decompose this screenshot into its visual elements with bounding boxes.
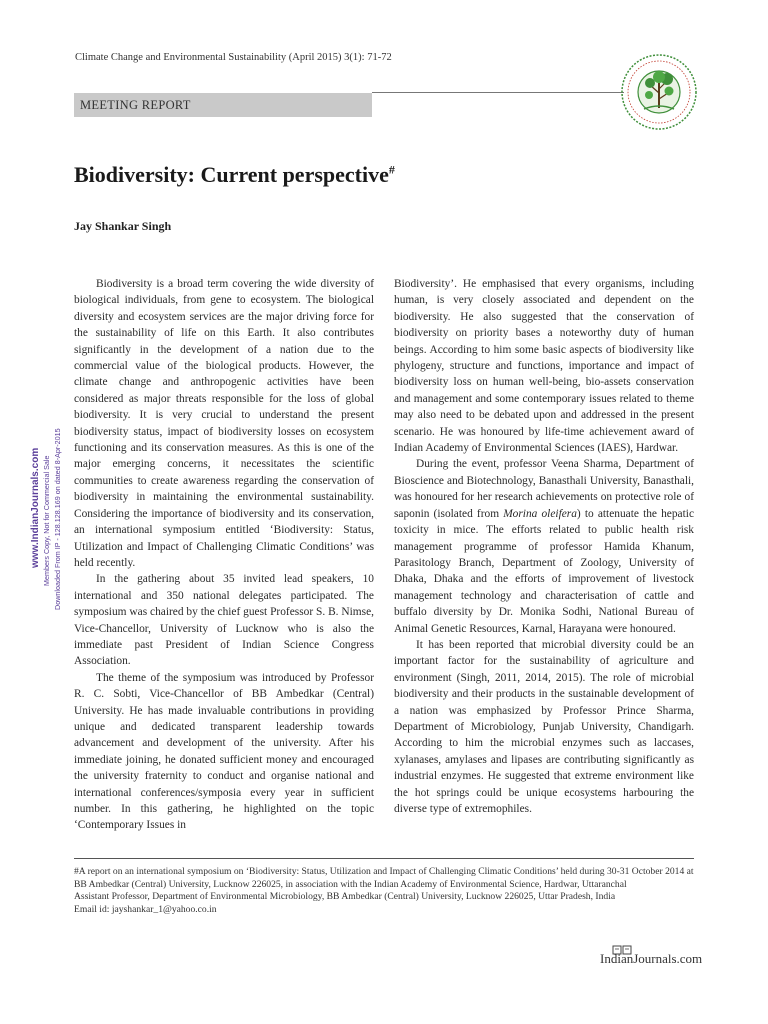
body-paragraph: Biodiversity is a broad term covering the wide diversity of biological individuals, from gene to ecosystem. The biological diversity and ecosystem services are the major driving force for the sustainability of life on this Earth. It also contributes significantly in the development of a nation due to the commercial value of the biological products. However, the climate change and anthropogenic activities have been considered as major threats responsible for the loss of global biodiversity. It is very crucial to understand the present biodiversity status, impact of biodiversity losses on ecosystem functioning and its conservation measures. As this is one of the major emerging concerns, it necessitates the scientific communities to create awareness regarding the conservation of biodiversity in maintaining the environmental sustainability. Considering the importance of biodiversity and its conservation, an international symposium entitled ‘Biodiversity: Status, Utilization and Impact of Challenging Climatic Conditions’ was held recently.	[74, 278, 374, 569]
header-rule	[372, 92, 624, 93]
article-title: Biodiversity: Current perspective#	[74, 162, 395, 187]
species-name: Morina oleifera	[503, 507, 577, 520]
left-column	[74, 276, 374, 834]
footnote-rule	[74, 858, 694, 859]
author-affiliation: Assistant Professor, Department of Environmental Microbiology, BB Ambedkar (Central) University, Lucknow 226025, Uttar Pradesh, India	[74, 891, 616, 903]
publisher-brand: IndianJournals.com	[600, 951, 703, 966]
section-bar	[74, 93, 372, 117]
stamp-download-line: Downloaded From IP - 128.128.169 on dated 8-Apr-2015	[53, 428, 62, 610]
body-paragraph: During the event, professor Veena Sharma, Department of Bioscience and Biotechnology, Banasthali University, Banasthali, was honoured for her research achievements on protective role of saponin (isolated from Morina oleifera) to attenuate the hepatic toxicity in mice. The efforts related to public health risk management programme of professor Hamida Khanum, Parasitology Branch, Department of Zoology, University of Dhaka, Dhaka and the efforts of improvement of livestock management technology and characterisation of cattle and buffalo diversity by Dr. Monika Sodhi, National Bureau of Animal Genetic Resources, Karnal, Harayana were honoured.	[394, 458, 694, 635]
journal-logo	[620, 53, 698, 131]
right-column	[394, 276, 694, 817]
stamp-members-line: Members Copy, Not for Commercial Sale	[42, 455, 51, 586]
body-paragraph: In the gathering about 35 invited lead speakers, 10 international and 350 national delegates participated. The symposium was chaired by the chief guest Professor S. B. Nimse, Vice-Chancellor, University of Lucknow who is also the immediate past President of Indian Science Congress Association.	[74, 573, 374, 668]
title-footnote-mark: #	[388, 162, 395, 177]
body-paragraph: The theme of the symposium was introduced by Professor R. C. Sobti, Vice-Chancellor of BB Ambedkar (Central) University. He has made invaluable contributions in providing unique and dedicated transparent leadership towards advancement and development of the university. After his immediate joining, he donated sufficient money and encouraged the university fraternity to conduct and organise national and international conferences/symposia every year in sufficient number. In this gathering, he highlighted on the topic ‘Contemporary Issues in	[74, 671, 374, 832]
download-stamp	[30, 390, 78, 610]
body-paragraph: Biodiversity’. He emphasised that every organisms, including human, is very closely associated and dependent on the biodiversity. He also suggested that the conservation of biodiversity on priority bases a noteworthy duty of human beings. According to him some basic aspects of biodiversity like phylogeny, structure and functions, importance and impact of biodiversity loss on human well-being, bio-assets conservation and management and some contemporary issues related to theme may also need to be debated upon and addressed in the present scenario. He was honoured by life-time achievement award of Indian Academy of Environmental Sciences (IAES), Hardwar.	[394, 278, 694, 455]
symposium-footnote: #A report on an international symposium on ‘Biodiversity: Status, Utilization and Impact of Challenging Climatic Conditions’ held during 30-31 October 2014 at BB Ambedkar (Central) University, Lucknow 226025, in association with the Indian Academy of Environmental Science, Hardwar, Uttaranchal	[74, 866, 694, 890]
footnotes	[74, 866, 698, 916]
author-email: Email id: jayshankar_1@yahoo.co.in	[74, 903, 217, 915]
author-name: Jay Shankar Singh	[74, 219, 172, 233]
section-label: MEETING REPORT	[80, 98, 191, 112]
body-paragraph: It has been reported that microbial diversity could be an important factor for the sustainability of agriculture and environment (Singh, 2011, 2014, 2015). The role of microbial biodiversity and their products in the sustainable development of a nation was emphasized by Professor Prince Sharma, Department of Microbiology, Punjab University, Chandigarh. According to him the microbial enzymes such as laccases, xylanases, amylases and lipases are contributing significantly as industrial enzymes. He suggested that extreme environment like the hot springs could be unique ecosystems harbouring the diverse type of extremophiles.	[394, 638, 694, 815]
journal-citation: Climate Change and Environmental Sustainability (April 2015) 3(1): 71-72	[75, 52, 392, 63]
stamp-site: www.IndianJournals.com	[30, 447, 41, 568]
